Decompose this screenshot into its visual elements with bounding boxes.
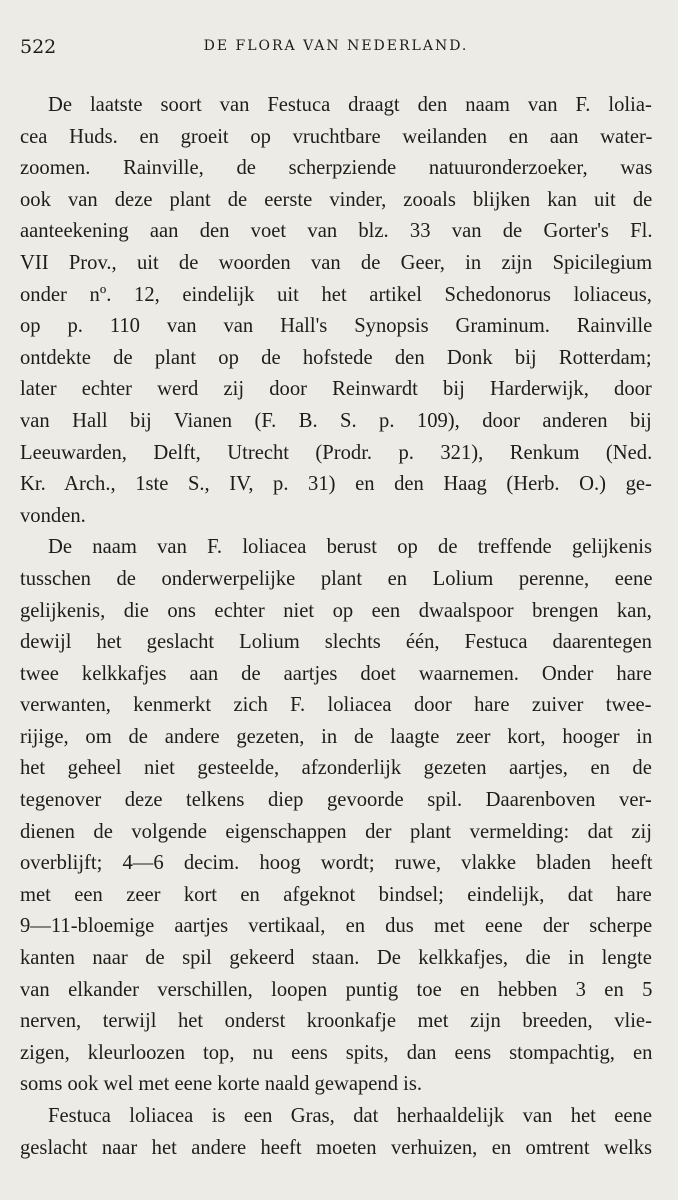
paragraph-3 — [20, 1101, 652, 1164]
text-line: vonden. — [20, 504, 86, 527]
text-line: cea Huds. en groeit op vruchtbare weilanden en aan water- — [20, 125, 653, 148]
paragraph-1 — [20, 90, 652, 532]
text-line: het geheel niet gesteelde, afzonderlijk gezeten aartjes, en de — [20, 757, 652, 780]
text-line: van Hall bij Vianen (F. B. S. p. 109), door anderen bij — [20, 409, 652, 432]
text-line: onder nº. 12, eindelijk uit het artikel Schedonorus loliaceus, — [20, 283, 652, 306]
text-line: kanten naar de spil gekeerd staan. De kelkkafjes, die in lengte — [20, 947, 652, 970]
text-line: gelijkenis, die ons echter niet op een dwaalspoor brengen kan, — [20, 599, 652, 622]
text-line: later echter werd zij door Reinwardt bij Harderwijk, door — [20, 378, 652, 401]
running-head: DE FLORA VAN NEDERLAND. — [203, 38, 469, 54]
text-line: soms ook wel met eene korte naald gewapend is. — [20, 1073, 423, 1096]
text-line: ook van deze plant de eerste vinder, zooals blijken kan uit de — [20, 188, 653, 211]
text-line: aanteekening aan den voet van blz. 33 van de Gorter's Fl. — [20, 220, 653, 243]
text-line: overblijft; 4—6 decim. hoog wordt; ruwe, vlakke bladen heeft — [20, 852, 653, 875]
text-line: nerven, terwijl het onderst kroonkafje met zijn breeden, vlie- — [20, 1010, 652, 1033]
text-line: dienen de volgende eigenschappen der plant vermelding: dat zij — [20, 820, 652, 843]
text-line: dewijl het geslacht Lolium slechts één, Festuca daarentegen — [20, 631, 652, 654]
page-number: 522 — [20, 36, 57, 58]
text-line: van elkander verschillen, loopen puntig toe en hebben 3 en 5 — [20, 978, 653, 1001]
text-line: ontdekte de plant op de hofstede den Donk bij Rotterdam; — [20, 346, 652, 369]
paragraph-2 — [20, 532, 652, 1101]
text-line: VII Prov., uit de woorden van de Geer, in zijn Spicilegium — [20, 251, 653, 274]
text-line: geslacht naar het andere heeft moeten verhuizen, en omtrent welks — [20, 1136, 652, 1159]
text-line: zigen, kleurloozen top, nu eens spits, dan eens stompachtig, en — [20, 1041, 653, 1064]
text-line: rijige, om de andere gezeten, in de laagte zeer kort, hooger in — [20, 725, 653, 748]
text-line: twee kelkkafjes aan de aartjes doet waarnemen. Onder hare — [20, 662, 652, 685]
text-line: De naam van F. loliacea berust op de treffende gelijkenis — [48, 536, 653, 559]
text-line: zoomen. Rainville, de scherpziende natuuronderzoeker, was — [20, 157, 653, 180]
text-line: verwanten, kenmerkt zich F. loliacea door hare zuiver twee- — [20, 694, 652, 717]
text-line: Leeuwarden, Delft, Utrecht (Prodr. p. 321), Renkum (Ned. — [20, 441, 653, 464]
text-line: Kr. Arch., 1ste S., IV, p. 31) en den Haag (Herb. O.) ge- — [20, 473, 652, 496]
text-line: tegenover deze telkens diep gevoorde spil. Daarenboven ver- — [20, 789, 652, 812]
text-line: met een zeer kort en afgeknot bindsel; eindelijk, dat hare — [20, 883, 652, 906]
text-line: tusschen de onderwerpelijke plant en Lolium perenne, eene — [20, 567, 653, 590]
text-line: Festuca loliacea is een Gras, dat herhaaldelijk van het eene — [48, 1105, 652, 1127]
text-line: 9—11-bloemige aartjes vertikaal, en dus met eene der scherpe — [20, 915, 653, 938]
page-header — [20, 30, 652, 62]
text-line: op p. 110 van van Hall's Synopsis Graminum. Rainville — [20, 315, 653, 338]
text-line: De laatste soort van Festuca draagt den naam van F. lolia- — [48, 94, 652, 116]
body-text — [20, 90, 652, 1164]
